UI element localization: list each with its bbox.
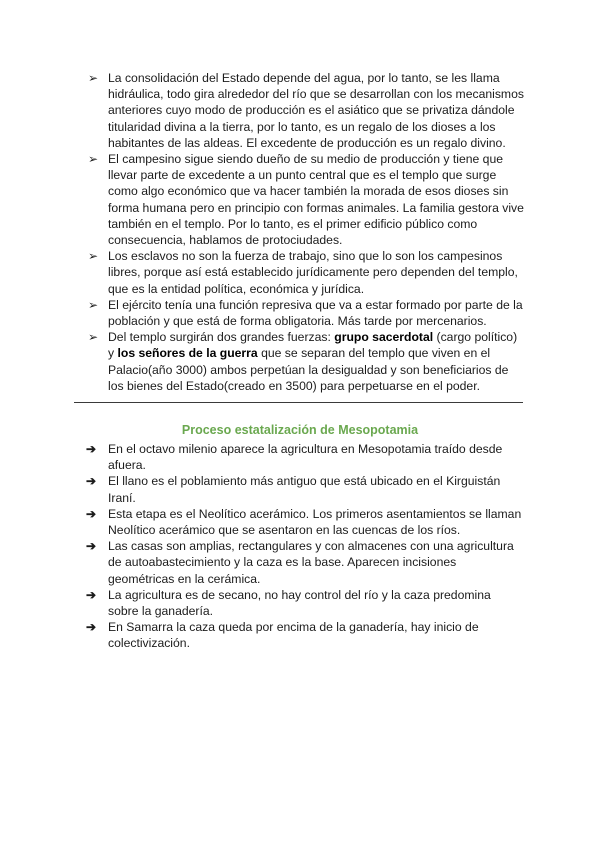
list-item-text: En Samarra la caza queda por encima de la ganadería, hay inicio de colectivización. xyxy=(108,620,479,651)
list-item xyxy=(88,248,526,297)
list-item xyxy=(88,297,526,329)
horizontal-divider xyxy=(74,402,523,403)
arrowhead-bullet-icon: ➢ xyxy=(88,330,99,345)
list-item-text: La consolidación del Estado depende del agua, por lo tanto, se les llama hidráulica, todo gira alrededor del río que se desarrollan con los mecanismos anteriores cuyo modo de producción es el asiático que se privatiza dándole titularidad divina a la tierra, por lo tanto, es un regalo de los dioses a los habitantes de las aldeas. El excedente de producción es un regalo divino. xyxy=(108,71,524,150)
arrow-bullet-icon: ➔ xyxy=(86,506,97,521)
list-item-text: Las casas son amplias, rectangulares y con almacenes con una agricultura de autoabastecimiento y la caza es la base. Aparecen incisiones geométricas en la cerámica. xyxy=(108,539,514,586)
list-item-text: El ejército tenía una función represiva que va a estar formado por parte de la población y que está de forma obligatoria. Más tarde por mercenarios. xyxy=(108,297,523,329)
text-segment: (cargo político) y xyxy=(108,330,518,361)
list-item xyxy=(88,329,526,394)
list-item xyxy=(86,506,522,538)
arrowhead-bullet-icon: ➢ xyxy=(88,71,99,85)
list-item-text: El llano es el poblamiento más antiguo que está ubicado en el Kirguistán Iraní. xyxy=(108,474,501,505)
list-item-text xyxy=(108,330,517,393)
section2-bullet-list xyxy=(86,441,522,652)
arrowhead-bullet-icon: ➢ xyxy=(88,152,99,167)
list-item xyxy=(88,151,526,248)
arrow-bullet-icon: ➔ xyxy=(86,587,97,602)
list-item-text: La agricultura es de secano, no hay control del río y la caza predomina sobre la ganadería. xyxy=(108,587,491,619)
list-item-text: El campesino sigue siendo dueño de su medio de producción y tiene que llevar parte de excedente a un punto central que es el templo que surge como algo económico que va hacer también la morada de esos dioses sin forma humana pero en principio con formas animales. La familia gestora vive también en el templo. Por lo tanto, es el primer edificio público como consecuencia, hablamos de protociudades. xyxy=(108,152,524,248)
arrowhead-bullet-icon: ➢ xyxy=(88,249,99,264)
list-item-text: Esta etapa es el Neolítico acerámico. Los primeros asentamientos se llaman Neolítico acerámico que se asentaron en las cuencas de los ríos. xyxy=(108,506,522,538)
list-item-text: Los esclavos no son la fuerza de trabajo, sino que lo son los campesinos libres, porque así está establecido jurídicamente pero dependen del templo, que es la entidad política, económica y jurídica. xyxy=(108,249,518,296)
list-item xyxy=(86,538,522,587)
bold-term-grupo-sacerdotal: grupo sacerdotal xyxy=(334,330,434,345)
section1-bullet-list xyxy=(88,70,526,394)
list-item xyxy=(86,619,522,651)
bold-term-senores-guerra: los señores de la guerra xyxy=(117,346,258,361)
arrow-bullet-icon: ➔ xyxy=(86,620,97,635)
arrow-bullet-icon: ➔ xyxy=(86,474,97,489)
arrow-bullet-icon: ➔ xyxy=(86,442,97,456)
text-segment: que se separan del templo que viven en el Palacio(año 3000) ambos perpetúan la desigualdad y son beneficiarios de los bienes del Estado(creado en 3500) para perpetuarse en el poder. xyxy=(108,346,509,393)
list-item xyxy=(86,587,522,619)
section-heading: Proceso estatalización de Mesopotamia xyxy=(181,423,419,437)
arrowhead-bullet-icon: ➢ xyxy=(88,297,99,312)
list-item xyxy=(88,70,526,151)
text-segment: Del templo surgirán dos grandes fuerzas: xyxy=(108,330,335,345)
list-item xyxy=(86,441,522,473)
list-item-text: En el octavo milenio aparece la agricultura en Mesopotamia traído desde afuera. xyxy=(108,442,503,473)
arrow-bullet-icon: ➔ xyxy=(86,539,97,554)
list-item xyxy=(86,473,522,505)
